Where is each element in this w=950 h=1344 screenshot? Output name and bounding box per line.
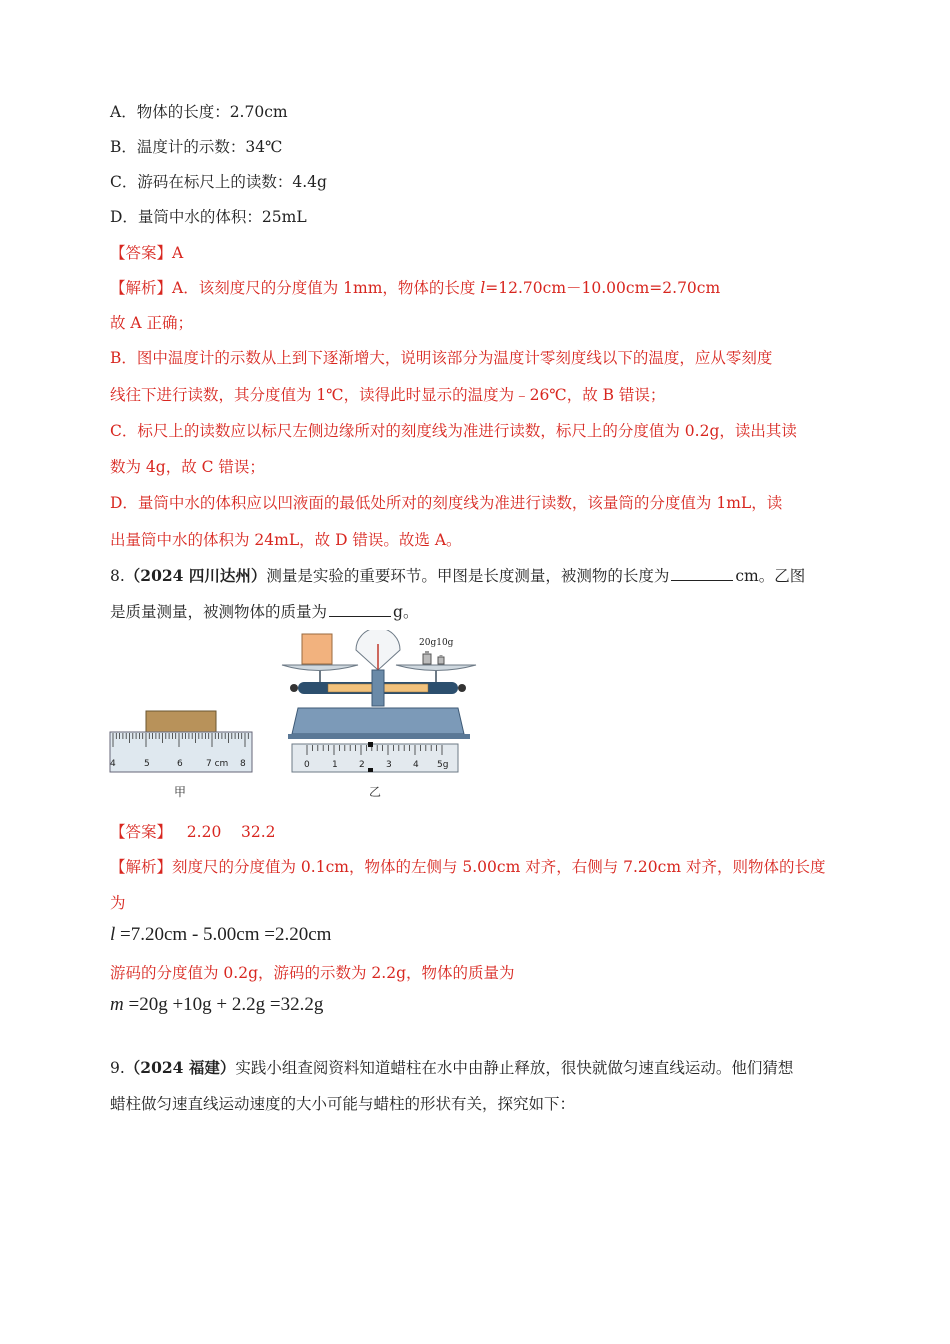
scale-label-5g: 5g xyxy=(437,760,449,770)
scale-label-2: 2 xyxy=(359,760,365,770)
option-d: D．量筒中水的体积：25mL xyxy=(110,208,307,226)
q7-explanation-d-line2: 出量筒中水的体积为 24mL，故 D 错误。故选 A。 xyxy=(110,531,462,549)
rider-scale xyxy=(292,744,458,772)
scale-label-4: 4 xyxy=(413,760,419,770)
measured-block xyxy=(146,711,216,732)
q7-explanation-b-line2: 线往下进行读数，其分度值为 1℃，读得此时显示的温度为﹣26℃，故 B 错误； xyxy=(110,386,666,404)
scale-label-3: 3 xyxy=(386,760,392,770)
measured-object xyxy=(302,634,332,664)
q7-explanation-c-line1: C．标尺上的读数应以标尺左侧边缘所对的刻度线为准进行读数，标尺上的分度值为 0.2g，读出其读 xyxy=(110,422,797,440)
weights-label: 20g10g xyxy=(419,638,454,648)
ruler-label-8: 8 xyxy=(240,759,246,769)
option-a: A．物体的长度：2.70cm xyxy=(110,103,288,121)
q7-explanation-b-line1: B．图中温度计的示数从上到下逐渐增大，说明该部分为温度计零刻度线以下的温度，应从零刻度 xyxy=(110,349,773,367)
ruler-label-7cm: 7 cm xyxy=(206,759,229,769)
q8-explanation-line2: 为 xyxy=(110,894,126,912)
q7-explanation-c-line2: 数为 4g，故 C 错误； xyxy=(110,458,265,476)
option-b: B．温度计的示数：34℃ xyxy=(110,138,283,156)
scale-label-0: 0 xyxy=(304,760,310,770)
q8-explanation-line3: 游码的分度值为 0.2g，游码的示数为 2.2g，物体的质量为 xyxy=(110,964,515,982)
q8-stem-line2: 是质量测量，被测物体的质量为 g。 xyxy=(110,603,419,621)
ruler-label-5: 5 xyxy=(144,759,150,769)
ruler-label-6: 6 xyxy=(177,759,183,769)
q9-stem-line1: 9.（2024 福建）实践小组查阅资料知道蜡柱在水中由静止释放，很快就做匀速直线运动。他们猜想 xyxy=(110,1058,794,1077)
option-c: C．游码在标尺上的读数：4.4g xyxy=(110,173,327,191)
ruler-figure xyxy=(108,708,254,776)
ruler-label-4: 4 xyxy=(110,759,116,769)
answer-blank-2[interactable] xyxy=(329,602,391,617)
q8-answer: 【答案】 2.20 32.2 xyxy=(110,823,276,841)
balance-figure xyxy=(278,630,480,776)
formula-length: l =7.20cm - 5.00cm =2.20cm xyxy=(110,924,332,945)
q8-explanation-line1: 【解析】刻度尺的分度值为 0.1cm，物体的左侧与 5.00cm 对齐，右侧与 7.20cm 对齐，则物体的长度 xyxy=(110,858,826,876)
caption-yi: 乙 xyxy=(369,785,382,799)
q8-stem-line1: 8.（2024 四川达州）测量是实验的重要环节。甲图是长度测量，被测物的长度为 cm。乙图 xyxy=(110,566,806,585)
q9-stem-line2: 蜡柱做匀速直线运动速度的大小可能与蜡柱的形状有关，探究如下： xyxy=(110,1095,576,1113)
caption-jia: 甲 xyxy=(174,785,187,799)
q7-explanation-a: 【解析】A．该刻度尺的分度值为 1mm，物体的长度 l=12.70cm－10.00cm=2.70cm xyxy=(110,279,721,297)
weights-icon xyxy=(423,651,444,664)
scale-label-1: 1 xyxy=(332,760,338,770)
rider xyxy=(368,742,373,747)
q7-explanation-d-line1: D．量筒中水的体积应以凹液面的最低处所对的刻度线为准进行读数，该量筒的分度值为 1mL，读 xyxy=(110,494,783,512)
answer-blank-1[interactable] xyxy=(671,566,733,581)
formula-mass: m =20g +10g + 2.2g =32.2g xyxy=(110,994,324,1015)
q7-explanation-a-conclusion: 故 A 正确； xyxy=(110,314,194,332)
q7-answer: 【答案】A xyxy=(110,244,184,262)
